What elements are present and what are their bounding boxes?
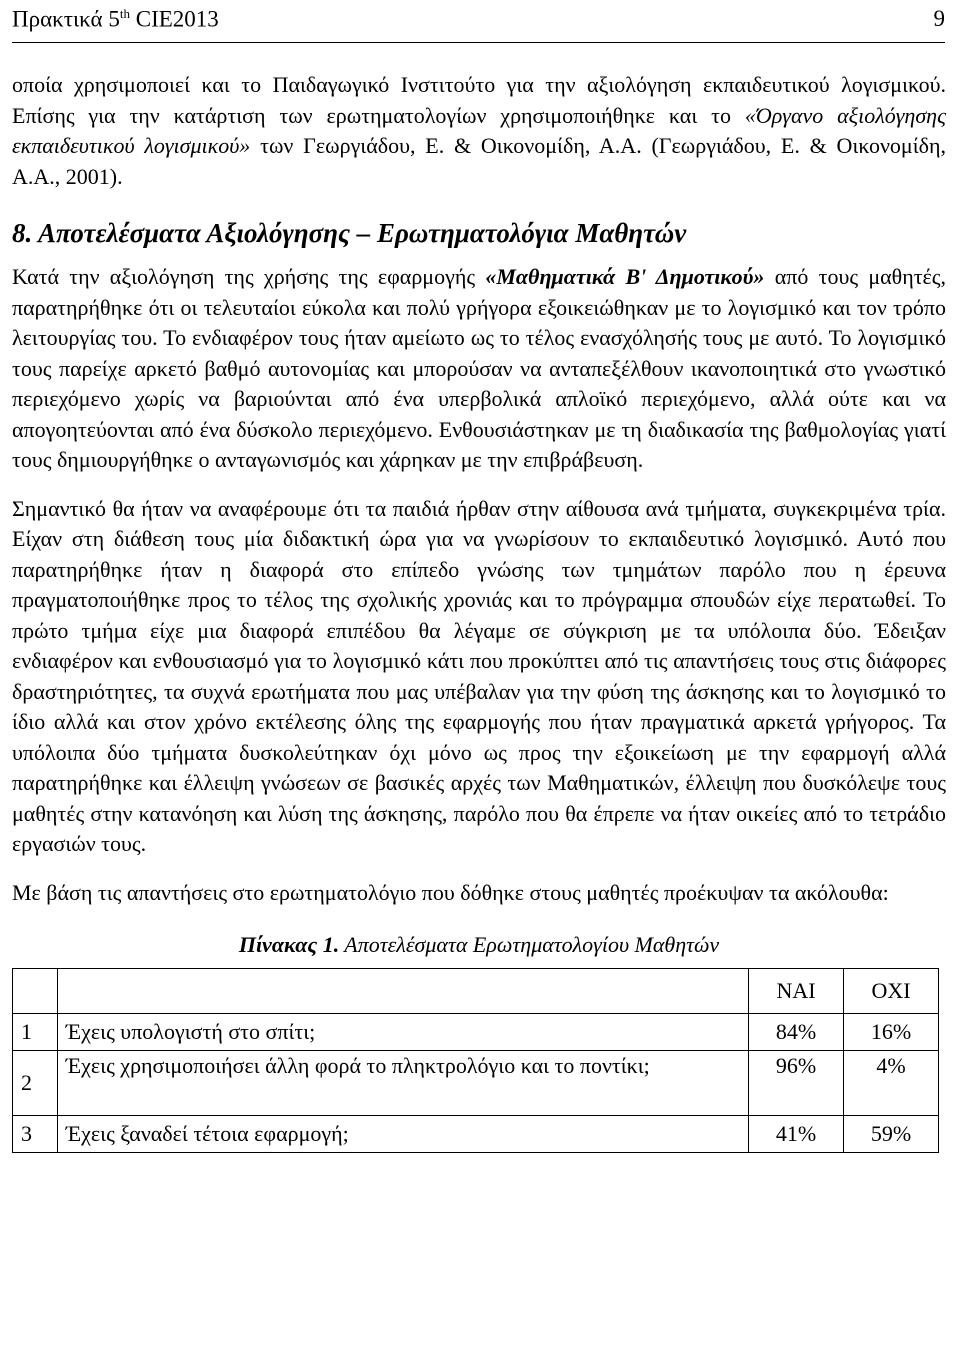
header-cell-empty	[57, 969, 748, 1014]
row-no-value: 59%	[844, 1116, 939, 1153]
table-header-row	[13, 969, 939, 1014]
row-yes-value: 96%	[749, 1051, 844, 1116]
header-cell-empty	[13, 969, 58, 1014]
page-header	[12, 0, 945, 43]
row-number: 3	[13, 1116, 58, 1153]
paragraph-evaluation: Κατά την αξιολόγηση της χρήσης της εφαρμογής «Μαθηματικά Β' Δημοτικού» από τους μαθητές, παρατηρήθηκε ότι οι τελευταίοι εύκολα και πολύ γρήγορα εξοικειώθηκαν με το λογισμικό και τον τρόπο λειτουργίας του. Το ενδιαφέρον τους ήταν αμείωτο ως το τέλος ενασχόλησής τους με αυτό. Το λογισμικό τους παρείχε αρκετό βαθμό αυτονομίας και μπορούσαν να ανταπεξέλθουν ικανοποιητικά στο γνωστικό περιεχόμενο χωρίς να βαριούνται από ένα υπερβολικά απλοϊκό περιεχόμενο, αλλά ούτε και να απογοητεύονται από ένα δύσκολο περιεχόμενο. Ενθουσιάστηκαν με τη διαδικασία της βαθμολογίας γιατί τους δημιουργήθηκε ο ανταγωνισμός και χάρηκαν με την επιβράβευση.	[12, 264, 946, 472]
table-row	[13, 1116, 939, 1153]
table-row	[13, 1051, 939, 1116]
table-row	[13, 1014, 939, 1051]
header-cell-yes: ΝΑΙ	[749, 969, 844, 1014]
paragraph-results-intro: Με βάση τις απαντήσεις στο ερωτηματολόγιο που δόθηκε στους μαθητές προέκυψαν τα ακόλουθα:	[12, 879, 889, 905]
row-yes-value: 84%	[749, 1014, 844, 1051]
row-no-value: 4%	[844, 1051, 939, 1116]
row-question: Έχεις ξαναδεί τέτοια εφαρμογή;	[57, 1116, 748, 1153]
row-number: 2	[13, 1051, 58, 1116]
table-caption: Πίνακας 1. Αποτελέσματα Ερωτηματολογίου Μαθητών	[238, 932, 720, 957]
section-heading: 8. Αποτελέσματα Αξιολόγησης – Ερωτηματολόγια Μαθητών	[12, 218, 687, 248]
paragraph-sections: Σημαντικό θα ήταν να αναφέρουμε ότι τα παιδιά ήρθαν στην αίθουσα ανά τμήματα, συγκεκριμένα τρία. Είχαν στη διάθεση τους μία διδακτική ώρα για να γνωρίσουν το εκπαιδευτικό λογισμικό. Αυτό που παρατηρήθηκε ήταν η διαφορά στο επίπεδο γνώσης των τμημάτων παρόλο που η έρευνα πραγματοποιήθηκε προς το τέλος της σχολικής χρονιάς και το πρόγραμμα σπουδών είχε περατωθεί. Το πρώτο τμήμα είχε μια διαφορά επιπέδου θα λέγαμε σε σύγκριση με τα υπόλοιπα δύο. Έδειξαν ενδιαφέρον και ενθουσιασμό για το λογισμικό κάτι που προκύπτει από τις απαντήσεις τους στις διάφορες δραστηριότητες, τα συχνά ερωτήματα που μας υπέβαλαν για την φύση της άσκησης και το λογισμικό το ίδιο αλλά και στον χρόνο εκτέλεσης όλης της εφαρμογής που ήταν πραγματικά αρκετά γρήγορος. Τα υπόλοιπα δύο τμήματα δυσκολεύτηκαν όχι μόνο ως προς την εξοικείωση με την εφαρμογή αλλά παρατηρήθηκε και έλλειψη γνώσεων σε βασικές αρχές των Μαθηματικών, έλλειψη που δυσκόλεψε τους μαθητές στην κατανόηση και λύση της άσκησης, παρόλο που θα έπρεπε να ήταν οικείες από το τετράδιο εργασιών τους.	[12, 495, 946, 856]
row-no-value: 16%	[844, 1014, 939, 1051]
row-question: Έχεις υπολογιστή στο σπίτι;	[57, 1014, 748, 1051]
header-cell-no: ΟΧΙ	[844, 969, 939, 1014]
results-table	[12, 968, 939, 1153]
row-question: Έχεις χρησιμοποιήσει άλλη φορά το πληκτρολόγιο και το ποντίκι;	[57, 1051, 748, 1116]
page-number: 9	[933, 6, 945, 31]
row-yes-value: 41%	[749, 1116, 844, 1153]
row-number: 1	[13, 1014, 58, 1051]
page-content	[12, 70, 946, 1153]
header-title: Πρακτικά 5th CIE2013	[12, 6, 219, 32]
paragraph-intro: οποία χρησιμοποιεί και το Παιδαγωγικό Ινστιτούτο για την αξιολόγηση εκπαιδευτικού λογισμικού. Επίσης για την κατάρτιση των ερωτηματολογίων χρησιμοποιήθηκε και το «Όργανο αξιολόγησης εκπαιδευτικού λογισμικού» των Γεωργιάδου, Ε. & Οικονομίδη, Α.Α. (Γεωργιάδου, Ε. & Οικονομίδη, Α.Α., 2001).	[12, 72, 947, 189]
